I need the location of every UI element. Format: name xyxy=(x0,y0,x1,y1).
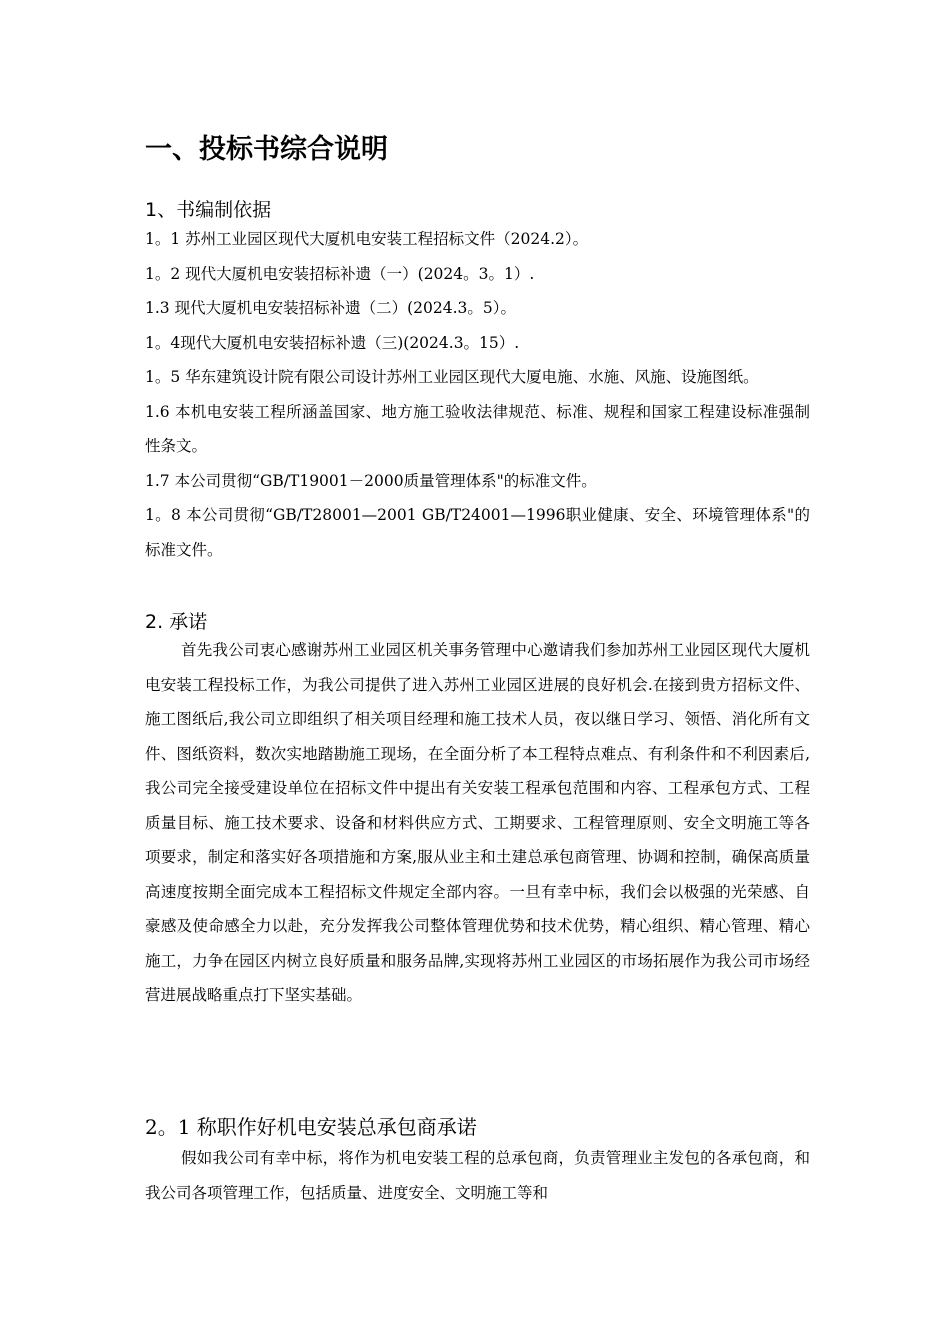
page-title: 一、投标书综合说明 xyxy=(145,134,388,165)
basis-list xyxy=(145,222,810,567)
list-item: 1。4现代大厦机电安装招标补遗（三)(2024.3。15）. xyxy=(145,333,520,352)
list-item: 1。2 现代大厦机电安装招标补遗（一）(2024。3。1）. xyxy=(145,264,535,283)
list-item: 1.6 本机电安装工程所涵盖国家、地方施工验收法律规范、标准、规程和国家工程建设标准强制性条文。 xyxy=(145,402,810,455)
section-2-1-title: 2。1 称职作好机电安装总承包商承诺 xyxy=(145,1115,477,1139)
section-1-title: 1、书编制依据 xyxy=(145,199,272,221)
list-item: 1。1 苏州工业园区现代大厦机电安装工程招标文件（2024.2）。 xyxy=(145,230,589,248)
list-item: 1.7 本公司贯彻“GB/T19001－2000质量管理体系"的标准文件。 xyxy=(145,471,597,490)
contractor-paragraph: 假如我公司有幸中标，将作为机电安装工程的总承包商，负责管理业主发包的各承包商，和我公司各项管理工作，包括质量、进度安全、文明施工等和 xyxy=(145,1149,810,1202)
commitment-paragraph: 首先我公司衷心感谢苏州工业园区机关事务管理中心邀请我们参加苏州工业园区现代大厦机电安装工程投标工作，为我公司提供了进入苏州工业园区进展的良好机会.在接到贵方招标文件、施工图纸后,我公司立即组织了相关项目经理和施工技术人员，夜以继日学习、领悟、消化所有文件、图纸资料，数次实地踏勘施工现场，在全面分析了本工程特点难点、有利条件和不利因素后,我公司完全接受建设单位在招标文件中提出有关安装工程承包范围和内容、工程承包方式、工程质量目标、施工技术要求、设备和材料供应方式、工期要求、工程管理原则、安全文明施工等各项要求，制定和落实好各项措施和方案,服从业主和土建总承包商管理、协调和控制，确保高质量高速度按期全面完成本工程招标文件规定全部内容。一旦有幸中标，我们会以极强的光荣感、自豪感及使命感全力以赴，充分发挥我公司整体管理优势和技术优势，精心组织、精心管理、精心施工，力争在园区内树立良好质量和服务品牌,实现将苏州工业园区的市场拓展作为我公司市场经营进展战略重点打下坚实基础。 xyxy=(145,641,810,1004)
section-2-title: 2. 承诺 xyxy=(145,611,208,633)
list-item: 1.3 现代大厦机电安装招标补遗（二）(2024.3。5）。 xyxy=(145,299,516,317)
list-item: 1。8 本公司贯彻“GB/T28001—2001 GB/T24001—1996职业健康、安全、环境管理体系"的标准文件。 xyxy=(145,506,810,559)
list-item: 1。5 华东建筑设计院有限公司设计苏州工业园区现代大厦电施、水施、风施、设施图纸。 xyxy=(145,368,759,386)
